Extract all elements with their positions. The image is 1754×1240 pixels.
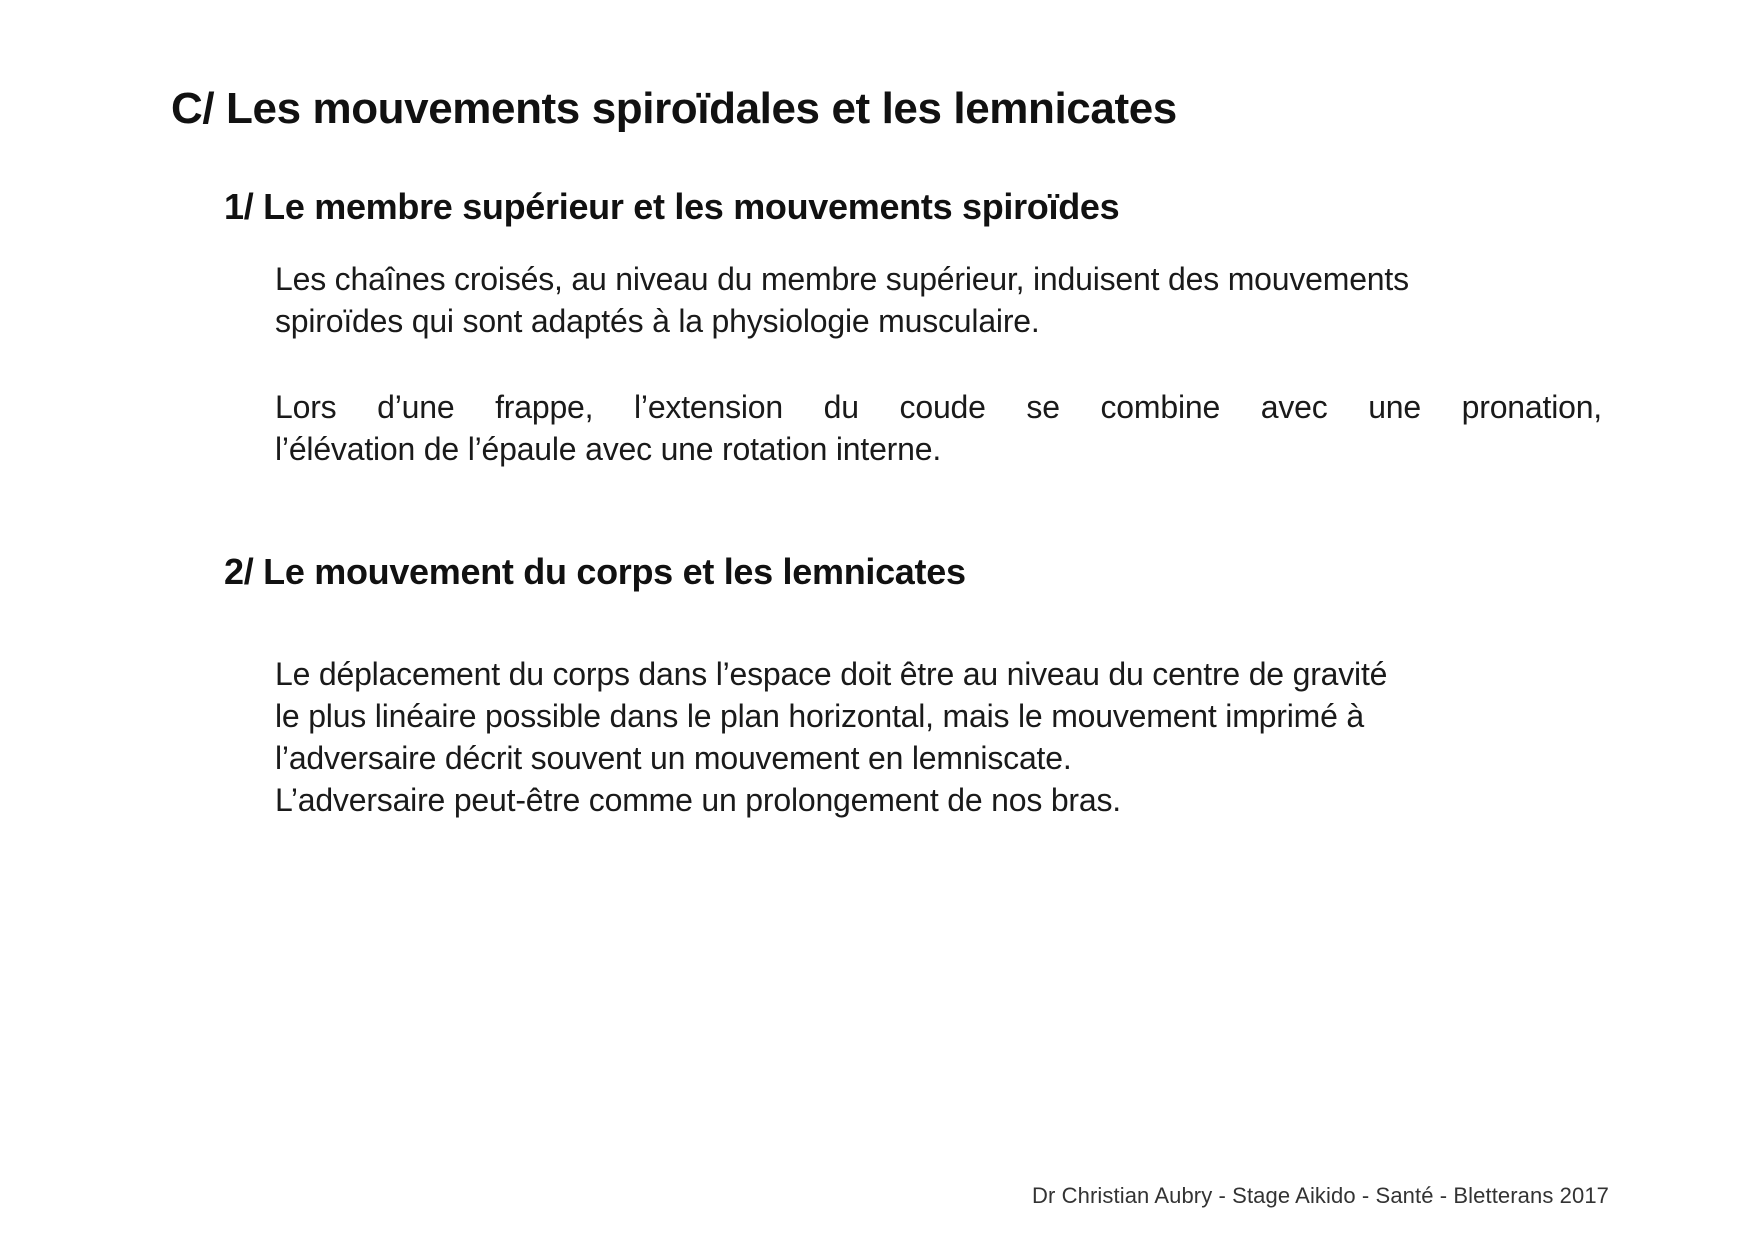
paragraph-line: l’élévation de l’épaule avec une rotation interne. bbox=[275, 431, 942, 467]
paragraph-line: Lors d’une frappe, l’extension du coude se combine avec une pronation, bbox=[275, 389, 1602, 425]
page-title: C/ Les mouvements spiroïdales et les lemnicates bbox=[171, 84, 1177, 133]
paragraph-1 bbox=[275, 258, 1602, 342]
paragraph-line: Les chaînes croisés, au niveau du membre supérieur, induisent des mouvements bbox=[275, 261, 1409, 297]
paragraph-line: le plus linéaire possible dans le plan horizontal, mais le mouvement imprimé à bbox=[275, 698, 1364, 734]
paragraph-line: l’adversaire décrit souvent un mouvement en lemniscate. bbox=[275, 740, 1072, 776]
section-heading-2: 2/ Le mouvement du corps et les lemnicates bbox=[224, 551, 966, 592]
paragraph-3 bbox=[275, 653, 1602, 821]
page-footer: Dr Christian Aubry - Stage Aikido - Santé - Bletterans 2017 bbox=[1032, 1183, 1609, 1208]
paragraph-line: spiroïdes qui sont adaptés à la physiologie musculaire. bbox=[275, 303, 1040, 339]
paragraph-line: L’adversaire peut-être comme un prolongement de nos bras. bbox=[275, 782, 1121, 818]
section-heading-1: 1/ Le membre supérieur et les mouvements spiroïdes bbox=[224, 186, 1120, 227]
paragraph-2 bbox=[275, 386, 1602, 470]
paragraph-line: Le déplacement du corps dans l’espace doit être au niveau du centre de gravité bbox=[275, 656, 1388, 692]
